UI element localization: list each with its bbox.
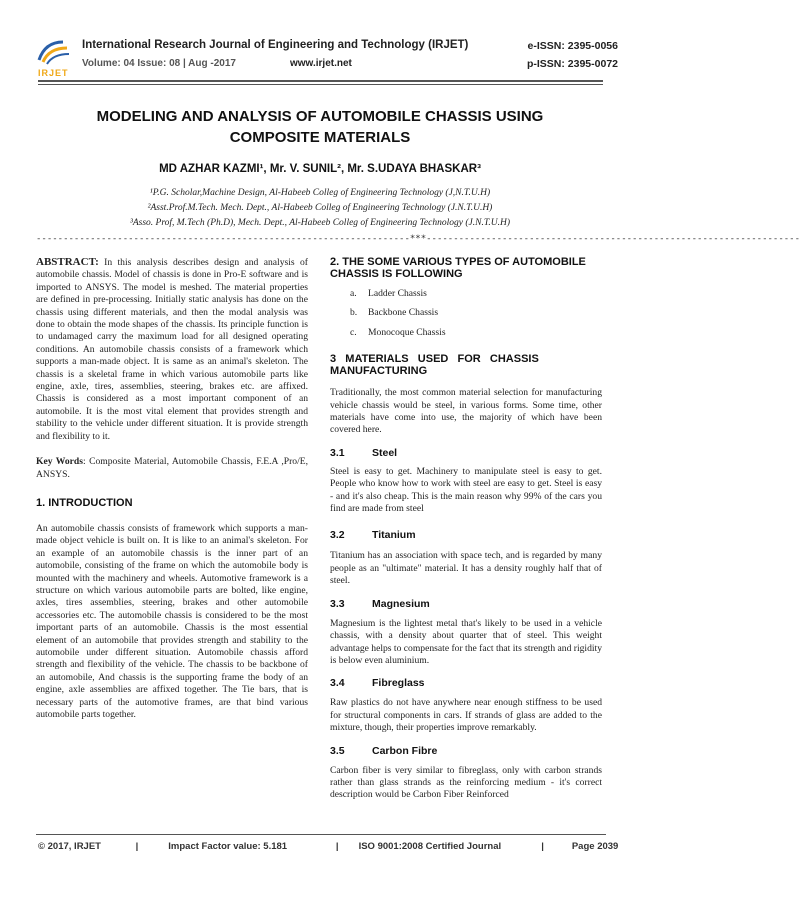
affiliation-1: ¹P.G. Scholar,Machine Design, Al-Habeeb Colleg of Engineering Technology (J,N.T.U.H) — [149, 188, 491, 198]
footer-copyright: © 2017, IRJET — [38, 841, 101, 852]
subsec-3-4-heading: 3.4 Fibreglass — [330, 677, 425, 690]
logo-text: IRJET — [38, 68, 69, 78]
affiliation-2: ²Asst.Prof.M.Tech. Mech. Dept., Al-Habeeb Colleg of Engineering Technology (J.N.T.U.H) — [147, 203, 493, 213]
abstract-text: In this analysis describes design and analysis of automobile chassis. Model of chassis is done in Pro-E software and is imported to ANSYS. The model is meshed. The material properties are defined in pre-processing. Initially static analysis has done on the chassis using different materials, and then the modal analysis was done to obtain the mode shapes of the chassis. Its principle function is to undamaged carry the maximum load for all designed operating conditions. An automobile chassis consists of a framework which supports a man-made object. It is same as an animal's skeleton. The chassis is a skeletal frame in which various automobile parts like engine, axle, tires, assemblies, steering, brakes etc. are affixed. Chassis is considered as a most important component of an automobile. It is the most vital element that provides strength and stability to the vehicle under different situation. It is provide strength and flexibility to it. — [36, 257, 308, 442]
section-separator: ---------------------------------------------------------------------***--------------------------------------------------------------------- — [36, 234, 800, 244]
paper-title — [40, 106, 600, 148]
subsec-3-3-text: Magnesium is the lightest metal that's likely to be used in a vehicle chassis, with a density about quarter that of steel. This weight advantage helps to compensate for the fact that its strength and rigidity is below even aluminium. — [330, 617, 603, 666]
footer-sep: | — [541, 841, 544, 852]
header-divider-thin — [38, 84, 603, 85]
footer-impact: Impact Factor value: 5.181 — [168, 841, 288, 852]
page-header — [0, 0, 638, 86]
footer-sep: | — [135, 841, 139, 852]
journal-name: International Research Journal of Engineering and Technology (IRJET) — [82, 39, 469, 51]
header-divider — [38, 80, 603, 82]
footer-sep: | — [335, 841, 339, 852]
chassis-types-list — [330, 288, 602, 339]
website-link[interactable]: www.irjet.net — [290, 58, 352, 69]
title-line-1: MODELING AND ANALYSIS OF AUTOMOBILE CHASSIS USING — [96, 108, 544, 125]
keywords-text: : Composite Material, Automobile Chassis, F.E.A ,Pro/E, ANSYS. — [36, 456, 308, 480]
e-issn: e-ISSN: 2395-0056 — [527, 40, 618, 52]
sec3-text: Traditionally, the most common material selection for manufacturing vehicle chassis would be steel, in various forms. Some time, other materials have come into use, the majority of which have been covered here. — [330, 387, 602, 436]
subsec-3-5-heading: 3.5 Carbon Fibre — [330, 744, 438, 757]
keywords — [36, 456, 308, 481]
list-item: a. Ladder Chassis — [350, 288, 427, 299]
abstract-label: ABSTRACT: — [36, 256, 99, 268]
affiliation-3: ³Asso. Prof, M.Tech (Ph.D), Mech. Dept., Al-Habeeb Colleg of Engineering Technology (J.N.T.U.H) — [129, 218, 511, 228]
volume-info: Volume: 04 Issue: 08 | Aug -2017 — [82, 58, 236, 69]
p-issn: p-ISSN: 2395-0072 — [526, 58, 618, 70]
intro-text: An automobile chassis consists of framework which supports a man-made object vehicle is built on. It is like to an animal's skeleton. For an example of an automobile chassis is the inner part of an automobile, consisting of the frame on which the automobile body is mounted with the machinery and wheels. Automotive framework is a structure on which various automobile parts are bolted, like engine, axles, tires assemblies, steering, brakes and other automobile accessories etc. The automobile chassis is considered to be the most important parts of an automobile. Chassis is the most essential element of an automobile that provides strength and stability to the automobile under different situation. Automobile chassis afford strength and flexibility of the vehicle. The chassis to be backbone of an automobile, And chassis is the supporting frame the body of an engine, axle assemblies are affixed together. The Tie bars, that is necessary parts of the automotive frames, are that bind various automobile parts together. — [36, 522, 308, 720]
authors: MD AZHAR KAZMI¹, Mr. V. SUNIL², Mr. S.UDAYA BHASKAR³ — [159, 163, 481, 175]
subsec-3-5-text: Carbon fiber is very similar to fibreglass, only with carbon strands rather than glass strands as the reinforcing medium - it's correct description would be Carbon Fiber Reinforced — [330, 764, 602, 801]
sec3-heading: 3 MATERIALS USED FOR CHASSIS — [330, 353, 539, 366]
right-column — [330, 256, 602, 802]
left-column — [36, 256, 308, 721]
list-item: b. Backbone Chassis — [350, 307, 439, 319]
subsec-3-2-heading: 3.2 Titanium — [330, 529, 416, 542]
footer-page-number: Page 2039 — [571, 841, 619, 852]
subsec-3-2-text: Titanium has an association with space tech, and is regarded by many people as an "ultimate" material. It has a density roughly half that of steel. — [330, 550, 602, 587]
subsec-3-1-text: Steel is easy to get. Machinery to manipulate steel is easy to get. People who know how to work with steel are easy to get. Steel is easy - and it's also cheap. This is the main reason why 99% of the cars you find are made from steel — [330, 465, 602, 515]
title-line-2: COMPOSITE MATERIALS — [229, 129, 411, 146]
footer-divider — [36, 834, 606, 835]
subsec-3-4-text: Raw plastics do not have anywhere near enough stiffness to be used for structural components in cars. If strands of glass are added to the mixture, though, their properties improve remarkably. — [330, 697, 602, 734]
list-item: c. Monocoque Chassis — [350, 326, 446, 338]
subsec-3-3-heading: 3.3 Magnesium — [330, 597, 430, 610]
footer-iso: ISO 9001:2008 Certified Journal — [358, 841, 502, 852]
page-footer — [38, 841, 619, 852]
keywords-label: Key Words — [36, 456, 83, 468]
sec2-heading: 2. THE SOME VARIOUS TYPES OF AUTOMOBILE CHASSIS IS FOLLOWING — [330, 256, 586, 280]
sec3-heading-cont: MANUFACTURING — [330, 365, 428, 378]
intro-heading: 1. INTRODUCTION — [36, 496, 133, 509]
abstract — [36, 256, 308, 443]
subsec-3-1-heading: 3.1 Steel — [330, 446, 398, 459]
